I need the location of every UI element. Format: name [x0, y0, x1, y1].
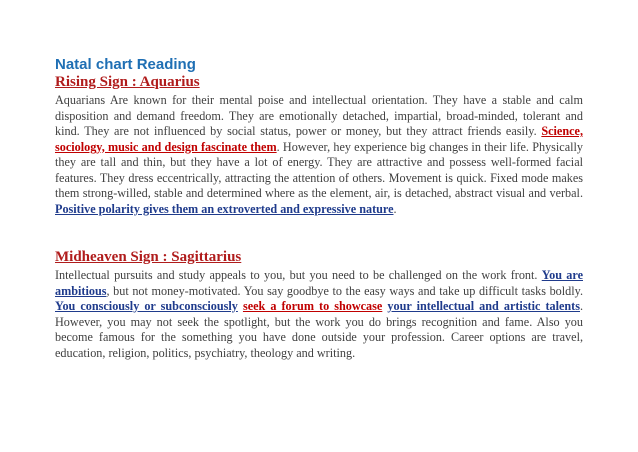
rising-sign-paragraph [55, 93, 583, 217]
highlight-seek-forum: seek a forum to showcase [242, 299, 383, 313]
text-run: . However, you may not seek the spotlight, but the work you do brings recognition and fame. Also you become famous for the something you have done outside your profession. Career options are travel, education, religion, politics, psychiatry, theology and writing. [55, 299, 584, 360]
text-run: Intellectual pursuits and study appeals to you, but you need to be challenged on the work front. [55, 268, 542, 282]
midheaven-sign-heading: Midheaven Sign : Sagittarius [55, 249, 242, 265]
highlight-ambitious: You are ambitious [55, 268, 583, 298]
text-run: . [393, 201, 397, 216]
text-run: . However, hey experience big changes in their life. Physically they are tall and thin, but they have a lot of energy. They are attractive and possess well-formed facial features. They dress eccentrically, attracting the attention of others. Movement is quick. Fixed mode makes them strong-willed, stable and determined where as the element, air, is detached, abstract visual and verbal. [55, 139, 583, 200]
text-run: , but not money-motivated. You say goodbye to the easy ways and take up difficult tasks boldly. [106, 283, 583, 298]
rising-sign-heading: Rising Sign : Aquarius [55, 74, 200, 90]
highlight-positive-polarity: Positive polarity gives them an extroverted and expressive nature [55, 201, 394, 216]
midheaven-sign-paragraph [55, 268, 583, 361]
text-run: Aquarians Are known for their mental poise and intellectual orientation. They have a stable and calm disposition and demand freedom. They are emotionally detached, impartial, broad-minded, tolerant and kind. They are not influenced by social status, power or money, but they attract friends easily. [55, 93, 583, 138]
page-title: Natal chart Reading [55, 56, 196, 73]
highlight-consciously: You consciously or subconsciously [55, 299, 238, 313]
highlight-science: Science, sociology, music and design fascinate them [55, 124, 583, 154]
highlight-talents: your intellectual and artistic talents [387, 299, 580, 313]
